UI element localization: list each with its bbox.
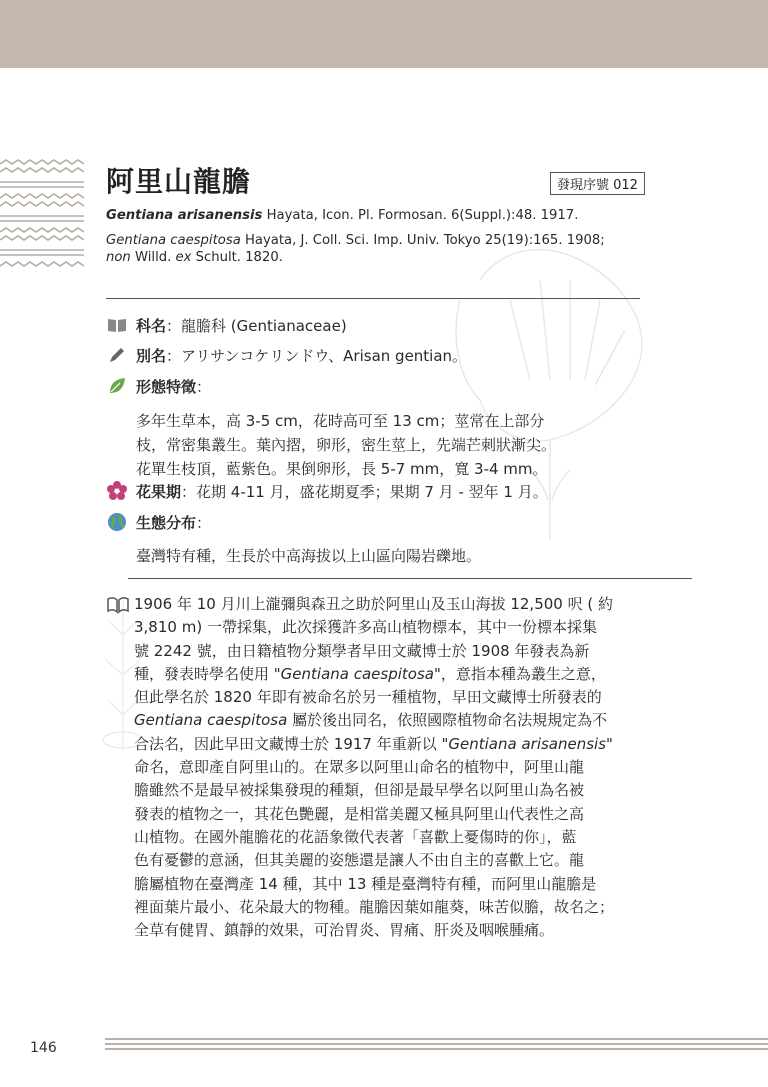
serial-number-badge: 發現序號 012 bbox=[550, 172, 645, 195]
distribution-colon: ： bbox=[196, 513, 212, 532]
phenology-value: ：花期 4-11 月，盛花期夏季；果期 7 月 - 翌年 1 月。 bbox=[181, 482, 548, 501]
accepted-name-line bbox=[106, 208, 578, 223]
flower-icon bbox=[106, 480, 128, 502]
accepted-species-name: Gentiana arisanensis bbox=[106, 208, 263, 223]
open-book-icon bbox=[106, 596, 130, 614]
decorative-zigzag-pattern bbox=[0, 158, 84, 278]
story-line: 號 2242 號，由日籍植物分類學者早田文藏博士於 1908 年發表為新 bbox=[134, 641, 590, 660]
story-text bbox=[134, 593, 654, 942]
morphology-line-3: 花單生枝頂，藍紫色。果倒卵形，長 5-7 mm，寬 3-4 mm。 bbox=[136, 460, 548, 478]
synonym-ex: ex bbox=[175, 250, 192, 265]
story-text-span: 種，發表時學名使用 " bbox=[134, 664, 281, 683]
distribution-label: 生態分布 bbox=[136, 513, 197, 532]
synonym-line-2 bbox=[106, 250, 283, 265]
distribution-row bbox=[106, 511, 211, 533]
story-line: 色有憂鬱的意涵，但其美麗的姿態還是讓人不由自主的喜歡上它。龍 bbox=[134, 851, 585, 870]
footer-lines bbox=[105, 1038, 768, 1053]
morphology-colon: ： bbox=[196, 377, 212, 396]
book-icon bbox=[106, 314, 128, 336]
alias-row bbox=[106, 344, 467, 366]
story-line bbox=[134, 663, 654, 686]
morphology-row bbox=[106, 375, 211, 397]
page-number: 146 bbox=[30, 1040, 57, 1056]
story-italic-name: Gentiana arisanensis bbox=[448, 734, 607, 753]
synonym-citation: Hayata, J. Coll. Sci. Imp. Univ. Tokyo 25(19):165. 1908; bbox=[240, 233, 605, 248]
synonym-ex-author: Schult. 1820. bbox=[191, 250, 283, 265]
story-italic-name: Gentiana caespitosa bbox=[280, 664, 434, 683]
story-text-span: 屬於後出同名，依照國際植物命名法規規定為不 bbox=[287, 711, 608, 730]
story-line: 山植物。在國外龍膽花的花語象徵代表著「喜歡上憂傷時的你」，藍 bbox=[134, 827, 577, 846]
story-line: 發表的植物之一，其花色艷麗，是相當美麗又極具阿里山代表性之高 bbox=[134, 804, 585, 823]
story-line: 膽屬植物在臺灣產 14 種，其中 13 種是臺灣特有種，而阿里山龍膽是 bbox=[134, 874, 597, 893]
synonym-line-1 bbox=[106, 233, 605, 248]
story-line: 但此學名於 1820 年即有被命名於另一種植物，早田文藏博士所發表的 bbox=[134, 688, 602, 707]
leaf-icon bbox=[106, 375, 128, 397]
pen-icon bbox=[106, 344, 128, 366]
morphology-label: 形態特徵 bbox=[136, 377, 197, 396]
distribution-value: 臺灣特有種，生長於中高海拔以上山區向陽岩礫地。 bbox=[136, 547, 482, 565]
header-band bbox=[0, 0, 768, 68]
story-italic-name: Gentiana caespitosa bbox=[134, 711, 288, 730]
story-line: 1906 年 10 月川上瀧彌與森丑之助於阿里山及玉山海拔 12,500 呎 ( 約 bbox=[134, 595, 613, 613]
story-text-span: "，意指本種為叢生之意， bbox=[433, 664, 606, 683]
phenology-label: 花果期 bbox=[136, 482, 182, 501]
story-line bbox=[134, 709, 654, 732]
family-value: ：龍膽科 (Gentianaceae) bbox=[166, 316, 347, 335]
synonym-non: non bbox=[106, 250, 131, 265]
accepted-citation: Hayata, Icon. Pl. Formosan. 6(Suppl.):48. 1917. bbox=[262, 208, 579, 223]
story-line: 全草有健胃、鎮靜的效果，可治胃炎、胃痛、肝炎及咽喉腫痛。 bbox=[134, 921, 555, 940]
story-line: 3,810 m) 一帶採集，此次採獲許多高山植物標本，其中一份標本採集 bbox=[134, 618, 597, 637]
story-text-span: " bbox=[606, 734, 613, 753]
story-line: 命名，意即產自阿里山的。在眾多以阿里山命名的植物中，阿里山龍 bbox=[134, 758, 585, 777]
page-title: 阿里山龍膽 bbox=[106, 165, 252, 198]
story-line: 膽雖然不是最早被採集發現的種類，但卻是最早學名以阿里山為名被 bbox=[134, 781, 585, 800]
phenology-row bbox=[106, 480, 548, 502]
story-line: 裡面葉片最小、花朵最大的物種。龍膽因葉如龍葵，味苦似膽，故名之； bbox=[134, 897, 615, 916]
story-text-span: 合法名，因此早田文藏博士於 1917 年重新以 " bbox=[134, 734, 449, 753]
alias-label: 別名 bbox=[136, 346, 167, 365]
family-row bbox=[106, 314, 347, 336]
divider-story bbox=[128, 578, 692, 579]
morphology-line-2: 枝，常密集叢生。葉內摺，卵形，密生莖上，先端芒刺狀漸尖。 bbox=[136, 436, 557, 454]
morphology-line-1: 多年生草本，高 3-5 cm，花時高可至 13 cm；莖常在上部分 bbox=[136, 412, 545, 430]
family-label: 科名 bbox=[136, 316, 167, 335]
alias-value: ：アリサンコケリンドウ、Arisan gentian。 bbox=[166, 346, 468, 365]
story-line bbox=[134, 733, 654, 756]
synonym-species-name: Gentiana caespitosa bbox=[106, 233, 241, 248]
synonym-non-author: Willd. bbox=[130, 250, 176, 265]
divider-top bbox=[106, 298, 640, 299]
globe-icon bbox=[106, 511, 128, 533]
